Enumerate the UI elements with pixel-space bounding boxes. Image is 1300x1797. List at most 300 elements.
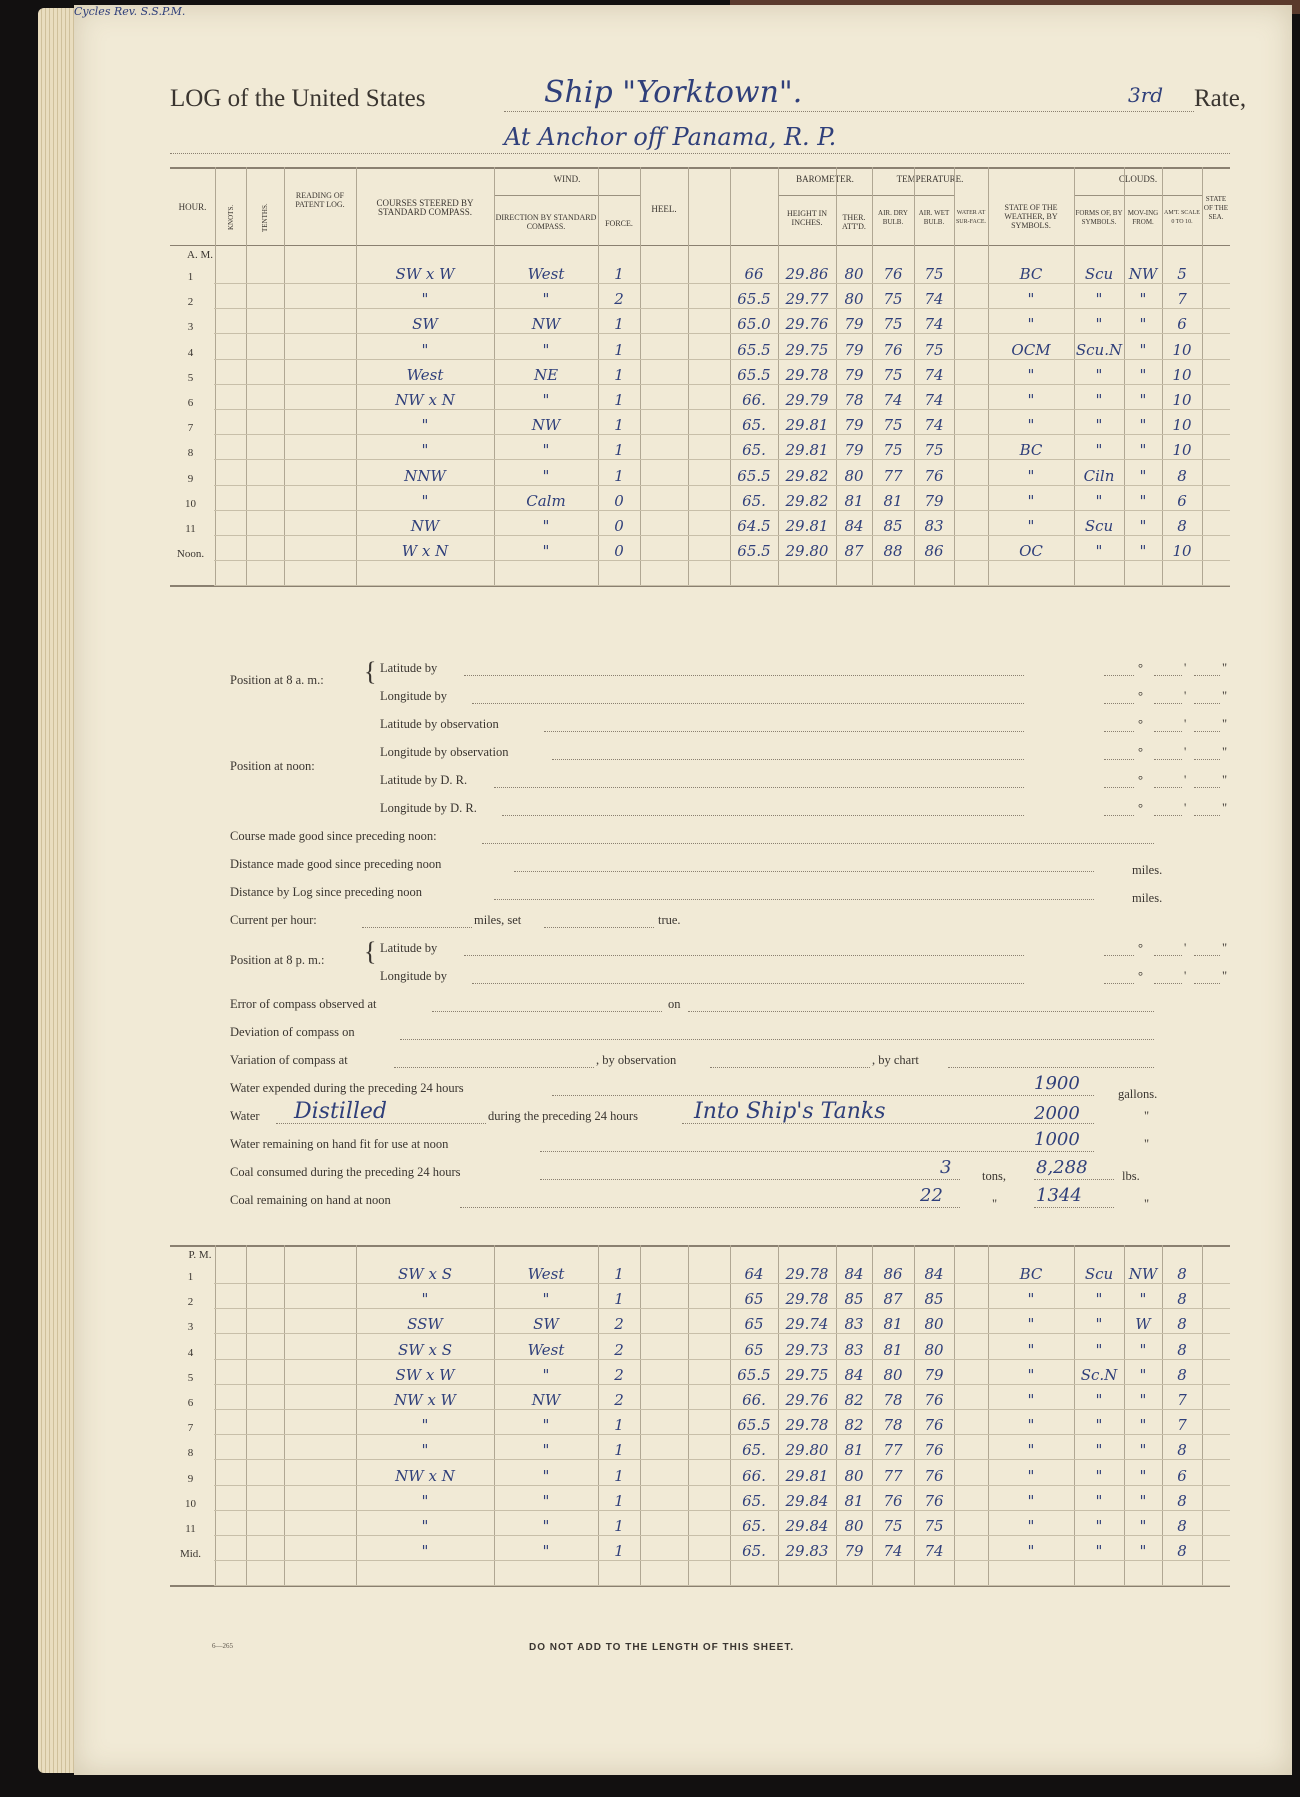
log-cell-rev: 66 xyxy=(744,265,764,283)
log-cell-moving: NW xyxy=(1128,265,1158,283)
log-cell-wet: 75 xyxy=(924,441,944,460)
dms-blank xyxy=(1194,983,1220,984)
baro-ther-header: THER. ATT'D. xyxy=(842,213,866,231)
cloud-amount-header: AM'T. SCALE 0 TO 10. xyxy=(1164,210,1200,225)
row-rule xyxy=(214,333,1230,334)
log-cell-wet: 76 xyxy=(924,466,944,485)
log-cell-wet: 79 xyxy=(924,1365,944,1384)
log-cell-forms: " xyxy=(1095,1491,1103,1510)
log-cell-moving: " xyxy=(1139,1340,1147,1359)
wind-header: WIND. xyxy=(553,174,581,184)
course-good-label: Course made good since preceding noon: xyxy=(230,829,437,843)
log-cell-force: 1 xyxy=(614,1517,624,1535)
air-dry-header: AIR. DRY BULB. xyxy=(878,209,908,226)
dms-blank xyxy=(1194,955,1220,956)
log-cell-weather: " xyxy=(1027,1542,1035,1561)
row-rule xyxy=(214,384,1230,385)
log-cell-ther: 79 xyxy=(844,315,864,334)
log-cell-weather: OC xyxy=(1019,542,1043,561)
log-cell-force: 1 xyxy=(614,1265,624,1283)
hour-cell: 9 xyxy=(187,1472,194,1485)
log-title: LOG of the United States xyxy=(170,85,426,112)
water-distilled-value: 2000 xyxy=(1034,1103,1080,1124)
log-cell-height: 29.82 xyxy=(785,466,829,485)
log-cell-ther: 79 xyxy=(844,441,864,460)
row-rule xyxy=(214,1384,1230,1385)
column-divider xyxy=(246,167,247,585)
dms-min: ' xyxy=(1184,689,1187,703)
dms-min: ' xyxy=(1184,773,1187,787)
log-cell-dry: 75 xyxy=(883,441,903,460)
log-cell-weather: " xyxy=(1027,491,1035,510)
log-cell-wdir: " xyxy=(542,1517,550,1535)
dms-blank xyxy=(1154,759,1182,760)
log-cell-weather: " xyxy=(1027,1365,1035,1384)
log-cell-moving: " xyxy=(1139,290,1147,309)
log-cell-wet: 76 xyxy=(924,1491,944,1510)
log-cell-course: SW x S xyxy=(398,1265,452,1283)
hour-cell: 6 xyxy=(187,397,194,409)
log-cell-height: 29.83 xyxy=(785,1542,829,1561)
log-cell-moving: " xyxy=(1139,491,1147,510)
log-cell-ther: 85 xyxy=(844,1290,864,1309)
log-cell-course: " xyxy=(421,1441,429,1460)
dms-blank xyxy=(1154,787,1182,788)
lat-by-label: Latitude by xyxy=(380,661,438,675)
log-cell-dry: 78 xyxy=(883,1416,903,1435)
log-cell-course: SW xyxy=(412,315,438,334)
log-cell-forms: " xyxy=(1095,1517,1103,1535)
log-cell-height: 29.82 xyxy=(785,491,829,510)
log-cell-course: SW x W xyxy=(395,265,455,283)
log-cell-ther: 83 xyxy=(844,1315,864,1334)
log-cell-moving: " xyxy=(1139,1491,1147,1510)
log-cell-moving: " xyxy=(1139,1365,1147,1384)
cloud-forms-header: FORMS OF, BY SYMBOLS. xyxy=(1075,209,1123,226)
log-cell-course: " xyxy=(421,491,429,510)
column-divider xyxy=(1202,167,1203,585)
log-cell-wet: 75 xyxy=(924,340,944,359)
dms-blank xyxy=(1154,703,1182,704)
log-cell-wdir: West xyxy=(527,1340,565,1359)
log-cell-moving: W xyxy=(1135,1315,1151,1334)
log-cell-course: West xyxy=(406,365,444,384)
hour-cell: Noon. xyxy=(176,548,205,561)
extra-column-note: Cycles Rev. S.S.P.M. xyxy=(74,5,186,18)
log-cell-wet: 76 xyxy=(924,1391,944,1409)
log-cell-forms: " xyxy=(1095,391,1103,409)
log-cell-height: 29.80 xyxy=(785,1441,829,1460)
log-cell-height: 29.81 xyxy=(785,416,829,435)
dms-deg: ° xyxy=(1138,969,1143,983)
log-cell-course: SW x W xyxy=(395,1365,455,1384)
ditto-mark-1: " xyxy=(1144,1109,1150,1123)
dms-blank xyxy=(1104,731,1134,732)
log-cell-amount: 8 xyxy=(1177,1491,1187,1510)
log-cell-rev: 65.5 xyxy=(737,1365,771,1384)
log-cell-weather: " xyxy=(1027,1466,1035,1485)
knots-header: KNOTS. xyxy=(227,204,235,230)
log-cell-weather: OCM xyxy=(1011,340,1051,359)
log-cell-dry: 75 xyxy=(883,365,903,384)
row-rule xyxy=(214,1485,1230,1486)
hour-cell: 4 xyxy=(187,346,194,359)
by-chart-label: , by chart xyxy=(872,1053,919,1067)
log-cell-dry: 77 xyxy=(883,1441,903,1460)
hour-cell: 3 xyxy=(187,321,194,334)
log-cell-course: " xyxy=(421,340,429,359)
coal-remaining-tons-value: 22 xyxy=(920,1185,943,1206)
log-cell-force: 2 xyxy=(614,1340,624,1359)
log-cell-moving: " xyxy=(1139,441,1147,460)
log-cell-wdir: " xyxy=(542,466,550,485)
gallons-label: gallons. xyxy=(1118,1087,1158,1101)
wind-direction-header: DIRECTION BY STANDARD COMPASS. xyxy=(495,213,597,231)
log-cell-course: NW x W xyxy=(394,1391,456,1409)
sheet-notice: DO NOT ADD TO THE LENGTH OF THIS SHEET. xyxy=(529,1642,795,1653)
log-cell-dry: 87 xyxy=(883,1290,903,1309)
log-cell-amount: 8 xyxy=(1177,1517,1187,1535)
log-cell-forms: " xyxy=(1095,1290,1103,1309)
dms-sec: " xyxy=(1222,941,1228,955)
log-cell-forms: " xyxy=(1095,491,1103,510)
log-cell-dry: 88 xyxy=(883,542,903,561)
log-cell-course: SSW xyxy=(407,1315,443,1334)
log-cell-rev: 66. xyxy=(742,391,766,409)
pos-noon-label: Position at noon: xyxy=(230,759,315,773)
log-cell-amount: 10 xyxy=(1172,391,1192,409)
log-cell-weather: " xyxy=(1027,290,1035,309)
row-rule xyxy=(214,1333,1230,1334)
hour-cell: 5 xyxy=(187,371,194,384)
log-cell-moving: " xyxy=(1139,1466,1147,1485)
log-cell-amount: 8 xyxy=(1177,1315,1187,1334)
log-cell-moving: NW xyxy=(1128,1265,1158,1283)
log-cell-rev: 65. xyxy=(742,491,766,510)
log-cell-dry: 86 xyxy=(883,1265,903,1283)
log-cell-force: 1 xyxy=(614,340,624,359)
log-cell-moving: " xyxy=(1139,1391,1147,1409)
log-cell-wet: 74 xyxy=(924,391,944,409)
log-cell-weather: " xyxy=(1027,1441,1035,1460)
log-cell-dry: 75 xyxy=(883,315,903,334)
log-cell-rev: 65. xyxy=(742,416,766,435)
log-cell-rev: 64 xyxy=(744,1265,764,1283)
log-cell-wet: 74 xyxy=(924,416,944,435)
lat-obs-label: Latitude by observation xyxy=(380,717,499,731)
row-rule xyxy=(214,1434,1230,1435)
log-cell-wdir: NW xyxy=(531,315,561,334)
hour-cell: 2 xyxy=(187,296,194,309)
coal-consumed-label: Coal consumed during the preceding 24 hours xyxy=(230,1165,461,1179)
lon-by-label: Longitude by xyxy=(380,689,448,703)
hour-cell: 7 xyxy=(187,422,194,435)
water-type-value: Distilled xyxy=(294,1099,388,1124)
log-cell-rev: 65 xyxy=(744,1315,764,1334)
location: At Anchor off Panama, R. P. xyxy=(504,123,837,151)
hour-cell: 11 xyxy=(185,1523,196,1535)
lat-dr-label: Latitude by D. R. xyxy=(380,773,468,787)
log-cell-amount: 10 xyxy=(1172,365,1192,384)
log-cell-course: NW xyxy=(410,517,440,535)
log-cell-height: 29.76 xyxy=(785,1391,829,1409)
dms-sec: " xyxy=(1222,661,1228,675)
row-rule xyxy=(214,359,1230,360)
log-cell-amount: 7 xyxy=(1177,1391,1187,1409)
row-rule xyxy=(214,308,1230,309)
log-cell-forms: " xyxy=(1095,315,1103,334)
log-cell-rev: 65. xyxy=(742,441,766,460)
log-cell-dry: 77 xyxy=(883,466,903,485)
row-rule xyxy=(214,1560,1230,1561)
log-cell-height: 29.84 xyxy=(785,1491,829,1510)
row-rule xyxy=(214,1359,1230,1360)
ship-name: Ship "Yorktown". xyxy=(544,75,803,110)
during-label: during the preceding 24 hours xyxy=(488,1109,638,1123)
dms-blank xyxy=(1104,815,1134,816)
dms-blank xyxy=(1194,787,1220,788)
log-cell-height: 29.74 xyxy=(785,1315,829,1334)
log-cell-dry: 78 xyxy=(883,1391,903,1409)
dms-min: ' xyxy=(1184,801,1187,815)
log-cell-amount: 10 xyxy=(1172,542,1192,561)
log-cell-forms: " xyxy=(1095,1441,1103,1460)
log-cell-moving: " xyxy=(1139,365,1147,384)
lon-dr-label: Longitude by D. R. xyxy=(380,801,477,815)
table-top-rule xyxy=(170,1245,1230,1247)
log-cell-wet: 84 xyxy=(924,1265,944,1283)
row-rule xyxy=(214,409,1230,410)
dms-blank xyxy=(1104,759,1134,760)
true-label: true. xyxy=(658,913,681,927)
log-cell-force: 0 xyxy=(614,542,624,561)
column-divider xyxy=(215,167,216,585)
rate-value: 3rd xyxy=(1128,83,1164,107)
log-cell-wet: 80 xyxy=(924,1340,944,1359)
log-cell-weather: " xyxy=(1027,1290,1035,1309)
log-cell-height: 29.78 xyxy=(785,365,829,384)
log-cell-amount: 10 xyxy=(1172,416,1192,435)
current-label: Current per hour: xyxy=(230,913,317,927)
log-cell-force: 1 xyxy=(614,1416,624,1435)
dist-good-label: Distance made good since preceding noon xyxy=(230,857,442,871)
water-remaining-value: 1000 xyxy=(1034,1129,1080,1150)
log-cell-ther: 84 xyxy=(844,517,864,535)
dms-sec: " xyxy=(1222,745,1228,759)
dms-blank xyxy=(1154,955,1182,956)
log-cell-wdir: " xyxy=(542,1441,550,1460)
log-cell-forms: " xyxy=(1095,542,1103,561)
log-cell-weather: " xyxy=(1027,416,1035,435)
dms-deg: ° xyxy=(1138,745,1143,759)
log-cell-height: 29.81 xyxy=(785,1466,829,1485)
clouds-sub-rule xyxy=(1074,195,1202,196)
log-cell-rev: 65.5 xyxy=(737,1416,771,1435)
ditto-mark-2: " xyxy=(1144,1137,1150,1151)
row-rule xyxy=(214,560,1230,561)
log-cell-forms: " xyxy=(1095,1542,1103,1561)
log-cell-wdir: NW xyxy=(531,1391,561,1409)
column-divider xyxy=(688,167,689,585)
log-cell-amount: 6 xyxy=(1177,491,1187,510)
log-cell-moving: " xyxy=(1139,466,1147,485)
log-cell-forms: Ciln xyxy=(1083,466,1115,485)
log-cell-ther: 80 xyxy=(844,466,864,485)
section-label: A. M. xyxy=(187,249,213,261)
coal-consumed-lbs-value: 8,288 xyxy=(1036,1157,1088,1178)
log-cell-dry: 81 xyxy=(883,1340,903,1359)
log-cell-forms: " xyxy=(1095,1340,1103,1359)
log-cell-height: 29.77 xyxy=(785,290,829,309)
log-cell-ther: 80 xyxy=(844,1517,864,1535)
log-cell-force: 1 xyxy=(614,416,624,435)
log-cell-height: 29.86 xyxy=(785,265,829,283)
log-cell-ther: 82 xyxy=(844,1416,864,1435)
log-cell-amount: 8 xyxy=(1177,1365,1187,1384)
log-cell-forms: Sc.N xyxy=(1080,1365,1118,1384)
log-cell-height: 29.73 xyxy=(785,1340,829,1359)
log-cell-wdir: " xyxy=(542,290,550,309)
log-cell-force: 1 xyxy=(614,1441,624,1460)
column-divider xyxy=(954,167,955,585)
log-cell-forms: " xyxy=(1095,1416,1103,1435)
log-cell-forms: " xyxy=(1095,1391,1103,1409)
log-cell-force: 1 xyxy=(614,315,624,334)
row-rule xyxy=(214,1535,1230,1536)
log-cell-moving: " xyxy=(1139,1542,1147,1561)
form-number: 6—265 xyxy=(212,1642,233,1650)
hour-cell: 4 xyxy=(187,1346,194,1359)
dms-blank xyxy=(1104,983,1134,984)
hour-cell: Mid. xyxy=(179,1548,202,1561)
miles-label-1: miles. xyxy=(1132,863,1163,877)
log-cell-moving: " xyxy=(1139,1517,1147,1535)
lon-by-pm-label: Longitude by xyxy=(380,969,448,983)
log-cell-wet: 74 xyxy=(924,290,944,309)
log-cell-dry: 76 xyxy=(883,340,903,359)
log-cell-force: 1 xyxy=(614,441,624,460)
patent-log-header: READING OF PATENT LOG. xyxy=(295,191,345,209)
log-cell-amount: 6 xyxy=(1177,315,1187,334)
log-cell-wdir: " xyxy=(542,441,550,460)
dms-blank xyxy=(1154,815,1182,816)
log-cell-height: 29.79 xyxy=(785,391,829,409)
water-expended-value: 1900 xyxy=(1034,1073,1080,1094)
coal-consumed-tons-value: 3 xyxy=(940,1157,952,1178)
wind-force-header: FORCE. xyxy=(605,219,633,228)
log-cell-wet: 85 xyxy=(924,1290,944,1309)
log-cell-force: 0 xyxy=(614,491,624,510)
dms-deg: ° xyxy=(1138,801,1143,815)
log-cell-height: 29.78 xyxy=(785,1265,829,1283)
log-cell-wdir: NE xyxy=(533,365,559,384)
log-cell-ther: 81 xyxy=(844,491,864,510)
log-cell-weather: " xyxy=(1027,1491,1035,1510)
log-cell-forms: Scu xyxy=(1084,517,1114,535)
log-cell-ther: 84 xyxy=(844,1365,864,1384)
log-cell-force: 2 xyxy=(614,1391,624,1409)
log-cell-course: " xyxy=(421,1491,429,1510)
row-rule xyxy=(214,585,1230,586)
hour-cell: 10 xyxy=(185,1497,196,1510)
table-top-rule xyxy=(170,167,1230,169)
log-cell-rev: 64.5 xyxy=(737,517,771,535)
log-cell-dry: 81 xyxy=(883,1315,903,1334)
dms-blank xyxy=(1104,955,1134,956)
variation-label: Variation of compass at xyxy=(230,1053,348,1067)
row-rule xyxy=(214,485,1230,486)
dms-blank xyxy=(1194,731,1220,732)
log-cell-ther: 79 xyxy=(844,340,864,359)
log-cell-weather: BC xyxy=(1019,265,1043,283)
log-cell-wdir: " xyxy=(542,1365,550,1384)
log-cell-rev: 65. xyxy=(742,1517,766,1535)
log-cell-height: 29.81 xyxy=(785,517,829,535)
log-cell-rev: 66. xyxy=(742,1391,766,1409)
log-cell-dry: 77 xyxy=(883,1466,903,1485)
log-cell-wet: 76 xyxy=(924,1441,944,1460)
row-rule xyxy=(214,1459,1230,1460)
log-cell-wdir: " xyxy=(542,1416,550,1435)
hour-cell: 3 xyxy=(187,1321,194,1334)
log-cell-wdir: Calm xyxy=(526,491,566,510)
dms-blank xyxy=(1154,675,1182,676)
log-cell-dry: 76 xyxy=(883,265,903,283)
log-cell-forms: " xyxy=(1095,416,1103,435)
dms-deg: ° xyxy=(1138,941,1143,955)
log-cell-rev: 65.0 xyxy=(737,315,771,334)
log-cell-forms: " xyxy=(1095,1466,1103,1485)
dist-log-label: Distance by Log since preceding noon xyxy=(230,885,422,899)
log-cell-wet: 75 xyxy=(924,1517,944,1535)
water-expended-label: Water expended during the preceding 24 hours xyxy=(230,1081,464,1095)
log-cell-dry: 75 xyxy=(883,290,903,309)
dms-deg: ° xyxy=(1138,773,1143,787)
hour-cell: 2 xyxy=(187,1296,194,1309)
log-cell-weather: " xyxy=(1027,391,1035,409)
log-cell-height: 29.78 xyxy=(785,1290,829,1309)
log-cell-amount: 8 xyxy=(1177,1340,1187,1359)
log-cell-ther: 82 xyxy=(844,1391,864,1409)
hour-cell: 1 xyxy=(187,271,194,283)
hour-cell: 10 xyxy=(185,497,196,510)
log-cell-wet: 76 xyxy=(924,1466,944,1485)
log-cell-amount: 8 xyxy=(1177,1542,1187,1561)
log-cell-weather: BC xyxy=(1019,1265,1043,1283)
log-cell-amount: 8 xyxy=(1177,1290,1187,1309)
log-cell-force: 0 xyxy=(614,517,624,535)
log-cell-course: " xyxy=(421,441,429,460)
lon-obs-label: Longitude by observation xyxy=(380,745,509,759)
log-cell-height: 29.78 xyxy=(785,1416,829,1435)
log-cell-wet: 79 xyxy=(924,491,944,510)
row-rule xyxy=(214,1585,1230,1586)
log-cell-rev: 65. xyxy=(742,1542,766,1561)
dms-min: ' xyxy=(1184,969,1187,983)
log-cell-weather: " xyxy=(1027,466,1035,485)
log-cell-ther: 84 xyxy=(844,1265,864,1283)
log-cell-height: 29.76 xyxy=(785,315,829,334)
log-cell-rev: 65.5 xyxy=(737,466,771,485)
log-cell-course: " xyxy=(421,1416,429,1435)
by-observation-label: , by observation xyxy=(596,1053,677,1067)
log-cell-wet: 76 xyxy=(924,1416,944,1435)
pos-8am-label: Position at 8 a. m.: xyxy=(230,673,324,687)
dms-deg: ° xyxy=(1138,717,1143,731)
log-cell-force: 2 xyxy=(614,1365,624,1384)
log-cell-wdir: " xyxy=(542,1491,550,1510)
row-rule xyxy=(214,1510,1230,1511)
